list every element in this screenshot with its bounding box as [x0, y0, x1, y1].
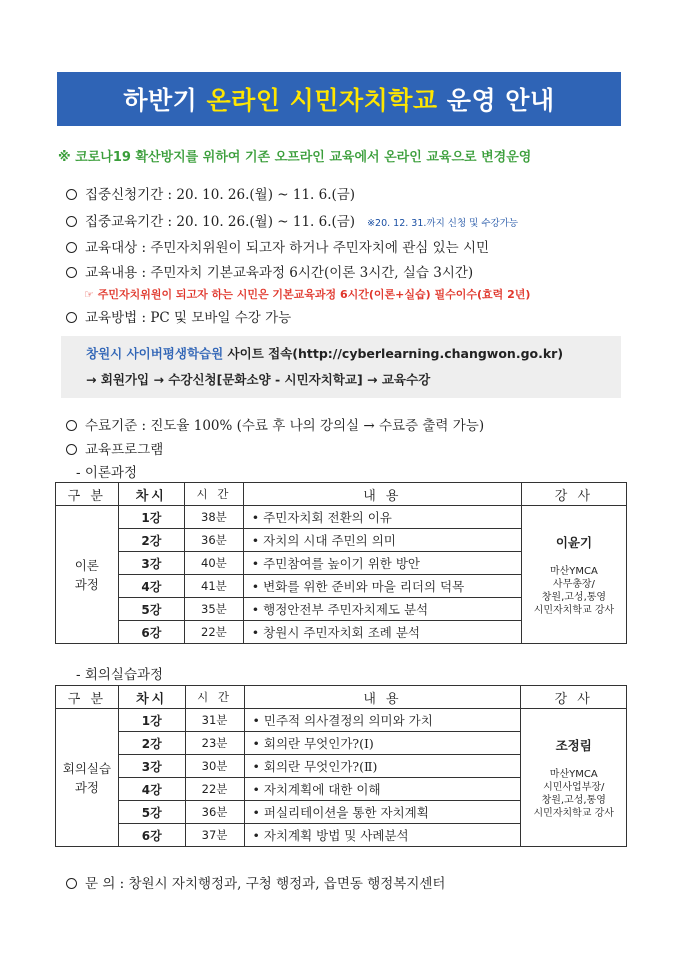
header-content: 내 용	[244, 686, 521, 709]
row-content: • 창원시 주민자치회 조례 분석	[243, 621, 521, 644]
row-no: 5강	[118, 801, 185, 824]
info-edu-period: 집중교육기간 : 20. 10. 26.(월) ~ 11. 6.(금) ※20. 12. 31.까지 신청 및 수강가능	[66, 210, 518, 230]
header-no: 차시	[118, 686, 185, 709]
lecturer-name: 조정림	[555, 737, 592, 753]
category-cell: 회의실습 과정	[56, 709, 119, 847]
row-time: 30분	[185, 755, 244, 778]
row-content: • 주민참여를 높이기 위한 방안	[243, 552, 521, 575]
theory-section-label: - 이론과정	[76, 465, 138, 481]
info-program: 교육프로그램	[66, 438, 163, 458]
row-no: 6강	[118, 621, 184, 644]
row-content: • 회의란 무엇인가?(Ⅰ)	[244, 732, 521, 755]
inquiry-line: 문 의 : 창원시 자치행정과, 구청 행정과, 읍면동 행정복지센터	[66, 872, 445, 892]
info-apply-period: 집중신청기간 : 20. 10. 26.(월) ~ 11. 6.(금)	[66, 183, 355, 203]
row-content: • 주민자치회 전환의 이유	[243, 506, 521, 529]
circle-bullet-icon	[66, 242, 77, 253]
row-content: • 행정안전부 주민자치제도 분석	[243, 598, 521, 621]
row-time: 36분	[185, 801, 244, 824]
theory-table	[55, 482, 627, 644]
circle-bullet-icon	[66, 878, 77, 889]
circle-bullet-icon	[66, 189, 77, 200]
row-content: • 변화를 위한 준비와 마을 리더의 덕목	[243, 575, 521, 598]
circle-bullet-icon	[66, 444, 77, 455]
row-time: 22분	[185, 778, 244, 801]
header-content: 내 용	[243, 483, 521, 506]
title-highlight: 온라인 시민자치학교	[206, 86, 438, 115]
title-banner	[57, 72, 621, 126]
row-time: 23분	[185, 732, 244, 755]
title-part2: 운영 안내	[437, 86, 555, 115]
header-time: 시 간	[185, 483, 244, 506]
row-no: 4강	[118, 778, 185, 801]
row-no: 3강	[118, 552, 184, 575]
warning-text: ☞ 주민자치위원이 되고자 하는 시민은 기본교육과정 6시간(이론+실습) 필수이수(효력 2년)	[84, 288, 531, 301]
row-time: 38분	[185, 506, 244, 529]
lecturer-cell	[521, 709, 627, 847]
row-content: • 자치의 시대 주민의 의미	[243, 529, 521, 552]
lecturer-name: 이윤기	[555, 534, 593, 550]
cyber-site-line	[86, 344, 563, 362]
row-time: 22분	[185, 621, 244, 644]
table-header-row	[56, 686, 627, 709]
circle-bullet-icon	[66, 216, 77, 227]
period-note: ※20. 12. 31.까지 신청 및 수강가능	[367, 218, 519, 229]
info-completion: 수료기준 : 진도율 100% (수료 후 나의 강의실 → 수료증 출력 가능)	[66, 414, 484, 434]
cyber-steps: → 회원가입 → 수강신청[문화소양 - 시민자치학교] → 교육수강	[86, 372, 431, 387]
row-no: 2강	[118, 529, 184, 552]
practice-section-label: - 회의실습과정	[76, 667, 164, 683]
cyber-learning-box	[61, 336, 621, 398]
info-content: 교육내용 : 주민자치 기본교육과정 6시간(이론 3시간, 실습 3시간)	[66, 261, 473, 281]
table-header-row	[56, 483, 627, 506]
table-row	[56, 506, 627, 529]
circle-bullet-icon	[66, 312, 77, 323]
row-no: 1강	[118, 506, 184, 529]
lecturer-info: 마산YMCA 사무총장/ 창원,고성,통영 시민자치학교 강사	[533, 565, 615, 616]
row-no: 3강	[118, 755, 185, 778]
row-content: • 퍼실리테이션을 통한 자치계획	[244, 801, 521, 824]
cyber-site-name: 창원시 사이버평생학습원	[86, 346, 224, 361]
row-time: 41분	[185, 575, 244, 598]
row-time: 40분	[185, 552, 244, 575]
row-no: 2강	[118, 732, 185, 755]
notice-text: ※ 코로나19 확산방지를 위하여 기존 오프라인 교육에서 온라인 교육으로 변경운영	[58, 150, 532, 165]
cyber-site-url[interactable]: 사이트 접속(http://cyberlearning.changwon.go.kr)	[223, 346, 564, 361]
header-category: 구 분	[56, 483, 119, 506]
info-method: 교육방법 : PC 및 모바일 수강 가능	[66, 306, 291, 326]
row-time: 35분	[185, 598, 244, 621]
info-target: 교육대상 : 주민자치위원이 되고자 하거나 주민자치에 관심 있는 시민	[66, 236, 489, 256]
row-time: 36분	[185, 529, 244, 552]
header-category: 구 분	[56, 686, 119, 709]
circle-bullet-icon	[66, 267, 77, 278]
row-content: • 자치계획 방법 및 사례분석	[244, 824, 521, 847]
row-no: 5강	[118, 598, 184, 621]
row-no: 6강	[118, 824, 185, 847]
row-no: 1강	[118, 709, 185, 732]
row-time: 31분	[185, 709, 244, 732]
header-lecturer: 강 사	[521, 686, 627, 709]
row-content: • 민주적 의사결정의 의미와 가치	[244, 709, 521, 732]
header-no: 차시	[118, 483, 184, 506]
row-content: • 자치계획에 대한 이해	[244, 778, 521, 801]
circle-bullet-icon	[66, 420, 77, 431]
lecturer-info: 마산YMCA 시민사업부장/ 창원,고성,통영 시민자치학교 강사	[533, 768, 614, 819]
table-row	[56, 709, 627, 732]
category-cell: 이론 과정	[56, 506, 119, 644]
title-part1: 하반기	[123, 86, 207, 115]
row-time: 37분	[185, 824, 244, 847]
header-time: 시 간	[185, 686, 244, 709]
row-content: • 회의란 무엇인가?(Ⅱ)	[244, 755, 521, 778]
lecturer-cell	[521, 506, 626, 644]
row-no: 4강	[118, 575, 184, 598]
practice-table	[55, 685, 627, 847]
header-lecturer: 강 사	[521, 483, 626, 506]
